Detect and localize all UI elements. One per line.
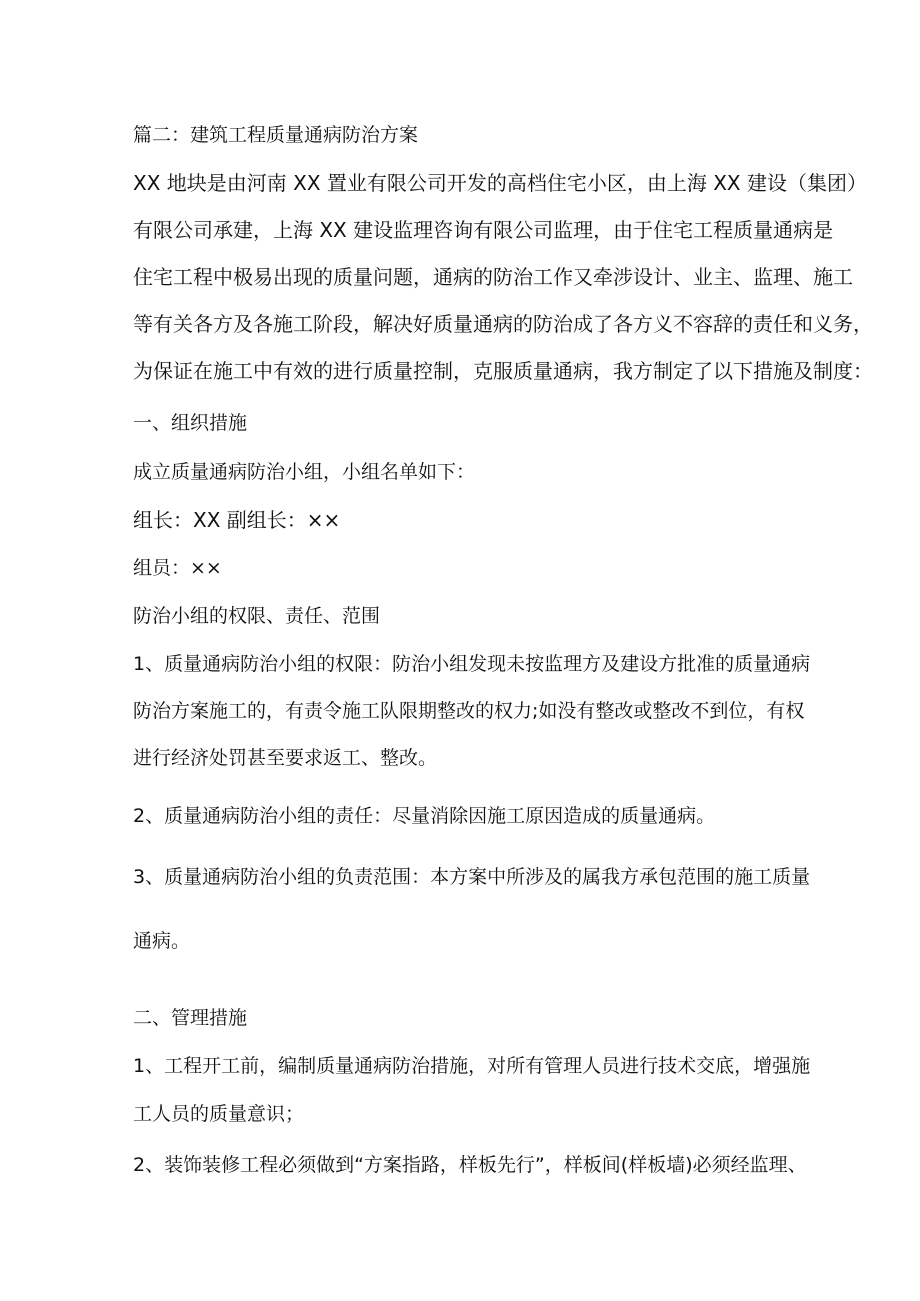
section-1-line: 1、质量通病防治小组的权限：防治小组发现未按监理方及建设方批准的质量通病 (133, 653, 811, 675)
intro-line-1: XX 地块是由河南 XX 置业有限公司开发的高档住宅小区，由上海 XX 建设（集团） (133, 171, 867, 195)
section-1-line: 3、质量通病防治小组的负责范围：本方案中所涉及的属我方承包范围的施工质量 (133, 866, 811, 888)
section-1-line: 进行经济处罚甚至要求返工、整改。 (133, 747, 438, 769)
section-2-heading: 二、管理措施 (133, 1007, 248, 1029)
section-2-line: 1、工程开工前，编制质量通病防治措施，对所有管理人员进行技术交底，增强施 (133, 1055, 811, 1077)
section-1-heading: 一、组织措施 (133, 412, 248, 434)
section-1-line: 组员：×× (133, 557, 222, 579)
section-2-line: 工人员的质量意识； (133, 1103, 305, 1125)
section-2-line: 2、装饰装修工程必须做到“方案指路，样板先行”，样板间(样板墙)必须经监理、 (133, 1154, 807, 1176)
section-1-line: 成立质量通病防治小组，小组名单如下： (133, 461, 476, 483)
intro-line-5: 为保证在施工中有效的进行质量控制，克服质量通病，我方制定了以下措施及制度： (133, 359, 873, 383)
section-1-line: 组长：XX 副组长：×× (133, 508, 341, 532)
intro-line-4: 等有关各方及各施工阶段，解决好质量通病的防治成了各方义不容辞的责任和义务， (133, 312, 873, 336)
intro-line-3: 住宅工程中极易出现的质量问题，通病的防治工作又牵涉设计、业主、监理、施工 (133, 265, 853, 289)
section-1-line: 通病。 (133, 930, 191, 952)
document-title: 篇二：建筑工程质量通病防治方案 (133, 124, 419, 146)
section-1-line: 2、质量通病防治小组的责任：尽量消除因施工原因造成的质量通病。 (133, 805, 716, 827)
section-1-line: 防治小组的权限、责任、范围 (133, 605, 381, 627)
section-1-line: 防治方案施工的，有责令施工队限期整改的权力;如没有整改或整改不到位，有权 (133, 700, 805, 722)
intro-line-2: 有限公司承建，上海 XX 建设监理咨询有限公司监理，由于住宅工程质量通病是 (133, 218, 834, 242)
